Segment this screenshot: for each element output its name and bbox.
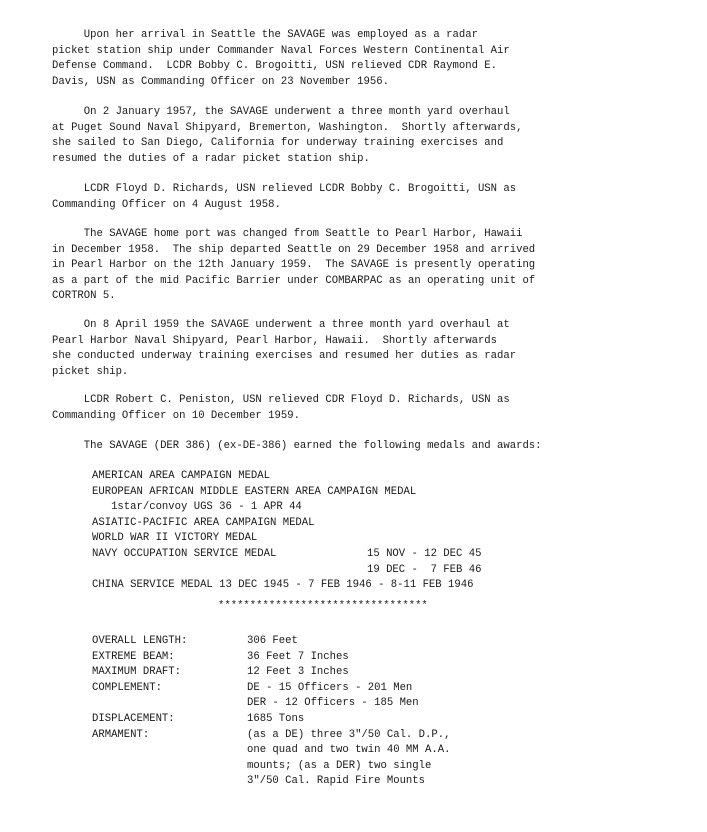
paragraph xyxy=(52,227,632,305)
paragraph-line: The SAVAGE (DER 386) (ex-DE-386) earned the following medals and awards: xyxy=(52,440,542,452)
paragraph-line: Commanding Officer on 4 August 1958. xyxy=(52,198,281,211)
paragraph xyxy=(52,318,632,380)
spec-value: 12 Feet 3 Inches xyxy=(247,666,349,679)
spec-values xyxy=(247,650,349,666)
spec-row xyxy=(92,665,652,681)
paragraph xyxy=(52,182,632,213)
spec-label: COMPLEMENT: xyxy=(92,681,162,694)
paragraph xyxy=(52,28,632,90)
paragraph-line: Pearl Harbor Naval Shipyard, Pearl Harbor, Hawaii. Shortly afterwards xyxy=(52,334,498,347)
paragraph-line: in Pearl Harbor on the 12th January 1959. The SAVAGE is presently operating xyxy=(52,259,536,272)
paragraph-line: picket ship. xyxy=(52,365,129,378)
spec-value: one quad and two twin 40 MM A.A. xyxy=(247,744,451,757)
spec-label: EXTREME BEAM: xyxy=(92,650,175,663)
medal-entry xyxy=(92,563,652,579)
spec-value: 3"/50 Cal. Rapid Fire Mounts xyxy=(247,775,426,788)
spec-label: OVERALL LENGTH: xyxy=(92,635,188,647)
spec-values xyxy=(247,712,304,728)
medals-list xyxy=(92,469,652,594)
spec-label: DISPLACEMENT: xyxy=(92,712,175,725)
paragraph-line: resumed the duties of a radar picket station ship. xyxy=(52,152,370,165)
paragraph-line: in December 1958. The ship departed Seattle on 29 December 1958 and arrived xyxy=(52,243,536,256)
medal-name: WORLD WAR II VICTORY MEDAL xyxy=(92,532,258,545)
spec-value: (as a DE) three 3"/50 Cal. D.P., xyxy=(247,728,451,741)
medal-entry xyxy=(92,531,652,547)
medal-dates: 19 DEC - 7 FEB 46 xyxy=(367,563,482,576)
spec-values xyxy=(247,728,450,790)
paragraph-line: Defense Command. LCDR Bobby C. Brogoitti, USN relieved CDR Raymond E. xyxy=(52,60,498,73)
medal-entry xyxy=(92,469,652,485)
spec-value: 306 Feet xyxy=(247,635,298,647)
spec-row xyxy=(92,650,652,666)
spec-value: 36 Feet 7 Inches xyxy=(247,650,349,663)
paragraph-line: Upon her arrival in Seattle the SAVAGE was employed as a radar xyxy=(52,29,478,41)
medal-entry xyxy=(92,485,652,501)
medal-dates: 15 NOV - 12 DEC 45 xyxy=(367,547,482,560)
paragraph-line: On 8 April 1959 the SAVAGE underwent a three month yard overhaul at xyxy=(52,319,510,331)
medal-name: AMERICAN AREA CAMPAIGN MEDAL xyxy=(92,470,271,482)
paragraph xyxy=(52,393,632,424)
spec-values xyxy=(247,665,349,681)
paragraph-line: CORTRON 5. xyxy=(52,290,116,303)
medal-entry xyxy=(92,500,652,516)
medal-entry xyxy=(92,516,652,532)
spec-row xyxy=(92,728,652,790)
paragraph-line: Davis, USN as Commanding Officer on 23 November 1956. xyxy=(52,75,389,88)
ship-specifications xyxy=(92,634,652,790)
spec-row xyxy=(92,681,652,712)
spec-value: 1685 Tons xyxy=(247,712,305,725)
spec-label: MAXIMUM DRAFT: xyxy=(92,666,182,679)
paragraph-line: as a part of the mid Pacific Barrier under COMBARPAC as an operating unit of xyxy=(52,274,536,287)
paragraph-line: On 2 January 1957, the SAVAGE underwent a three month yard overhaul xyxy=(52,106,510,118)
paragraph-line: LCDR Floyd D. Richards, USN relieved LCDR Bobby C. Brogoitti, USN as xyxy=(52,183,517,195)
spec-row xyxy=(92,634,652,650)
paragraph xyxy=(52,105,632,167)
medal-entry xyxy=(92,547,652,563)
paragraph-line: she sailed to San Diego, California for underway training exercises and xyxy=(52,137,504,150)
spec-value: DE - 15 Officers - 201 Men xyxy=(247,681,413,694)
paragraph-line: Commanding Officer on 10 December 1959. xyxy=(52,409,300,422)
spec-value: mounts; (as a DER) two single xyxy=(247,759,432,772)
medal-name: 1star/convoy UGS 36 - 1 APR 44 xyxy=(92,501,302,514)
paragraph-line: picket station ship under Commander Naval Forces Western Continental Air xyxy=(52,44,510,57)
medal-name: EUROPEAN AFRICAN MIDDLE EASTERN AREA CAMPAIGN MEDAL xyxy=(92,485,417,498)
paragraph-line: The SAVAGE home port was changed from Seattle to Pearl Harbor, Hawaii xyxy=(52,228,523,240)
medal-name: ASIATIC-PACIFIC AREA CAMPAIGN MEDAL xyxy=(92,516,315,529)
paragraph-line: LCDR Robert C. Peniston, USN relieved CDR Floyd D. Richards, USN as xyxy=(52,394,510,406)
spec-values xyxy=(247,681,419,712)
medal-name: NAVY OCCUPATION SERVICE MEDAL xyxy=(92,547,277,560)
spec-value: DER - 12 Officers - 185 Men xyxy=(247,697,419,710)
section-divider: ********************************* xyxy=(218,600,428,612)
spec-row xyxy=(92,712,652,728)
spec-values xyxy=(247,634,298,650)
medal-entry xyxy=(92,578,652,594)
spec-label: ARMAMENT: xyxy=(92,728,150,741)
paragraph xyxy=(52,439,632,455)
medal-name: CHINA SERVICE MEDAL 13 DEC 1945 - 7 FEB 1946 - 8-11 FEB 1946 xyxy=(92,579,474,592)
paragraph-line: she conducted underway training exercises and resumed her duties as radar xyxy=(52,350,517,363)
paragraph-line: at Puget Sound Naval Shipyard, Bremerton, Washington. Shortly afterwards, xyxy=(52,121,523,134)
